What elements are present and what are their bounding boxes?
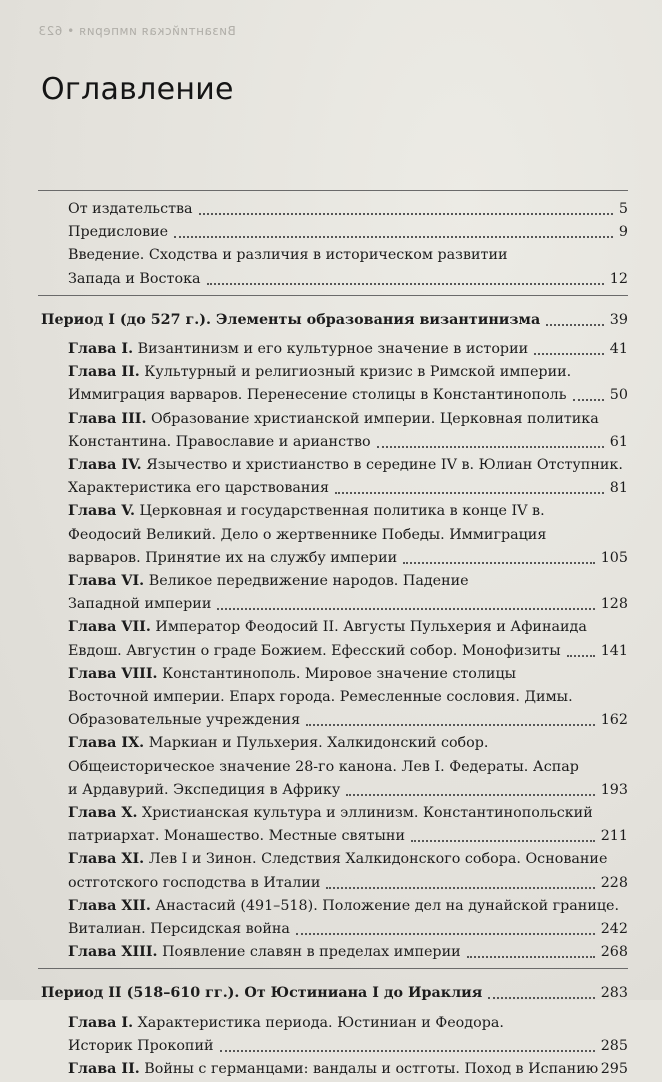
chapter-title: Император Феодосий II. Августы Пульхерия и Афинаида [150,619,587,636]
entry-text [68,777,340,803]
chapter-title: варваров. Принятие их на службу империи [68,549,398,566]
toc-entry [0,1056,662,1082]
entry-text [68,336,528,362]
toc-entry [0,893,662,919]
dot-leader [488,997,594,999]
dot-leader [207,283,604,285]
toc-entry [0,406,662,432]
chapter-number: Глава XII. [68,897,151,914]
entry-text [68,661,516,687]
dot-leader [326,887,594,889]
chapter-title: Анастасий (491–518). Положение дел на дунайской границе. [150,897,620,914]
page-number: 285 [600,1037,628,1054]
toc-entry [0,939,662,965]
page-number: 41 [609,341,628,357]
chapter-number: Глава V. [68,503,135,520]
entry-text [68,266,201,292]
page-number: 242 [600,921,628,937]
chapter-title: остготского господства в Италии [68,874,321,891]
chapter-title: От издательства [68,201,193,217]
toc-entry [0,916,662,942]
entry-text [68,870,320,896]
chapter-number: Глава X. [68,805,138,821]
page-number: 295 [600,1061,628,1077]
dot-leader [546,324,604,326]
entry-text [68,730,488,756]
dot-leader [335,492,604,494]
dot-leader [377,446,604,448]
page-number: 128 [600,596,628,613]
chapter-title: Иммиграция варваров. Перенесение столицы в Константинополь [68,387,567,404]
dot-leader [534,353,604,355]
toc-entry [0,545,662,571]
chapter-number: Глава XI. [68,851,145,868]
dot-leader [174,236,613,238]
page-number: 211 [600,828,628,845]
dot-leader [573,399,604,401]
chapter-title: Церковная и государственная политика в конце IV в. [134,503,545,520]
entry-text [68,1010,504,1036]
dot-leader [217,608,594,610]
chapter-number: Глава VII. [68,619,151,636]
chapter-title: Великое передвижение народов. Падение [144,573,469,589]
entry-text [68,800,593,826]
page-number: 141 [600,642,628,659]
toc-entry [0,591,662,617]
entry-text [68,638,561,664]
section-divider [38,968,628,969]
entry-text [68,684,573,710]
toc-entry [0,429,662,455]
dot-leader [411,840,595,842]
chapter-number: Глава III. [68,410,147,427]
chapter-title: Характеристика его царствования [68,480,330,497]
chapter-title: Виталиан. Персидская война [68,921,290,937]
toc-entry [0,336,662,362]
entry-text [68,219,168,245]
chapter-title: Появление славян в пределах империи [157,944,461,961]
dot-leader [199,213,613,215]
dot-leader [296,933,595,935]
entry-text [68,916,290,942]
toc-entry [0,359,662,385]
chapter-title: Общеисторическое значение 28-го канона. Лев I. Федераты. Аспар [68,758,579,775]
toc-entry [0,475,662,501]
entry-text [68,242,508,268]
toc-entry [0,846,662,872]
entry-text [68,846,607,872]
page-number: 105 [600,549,628,566]
toc-entry [0,382,662,408]
chapter-title: Западной империи [68,596,212,613]
chapter-number: Глава IV. [68,457,142,473]
toc-entry [0,870,662,896]
page-number: 61 [609,433,628,450]
entry-text [68,568,469,594]
chapter-number: Глава VI. [68,573,145,589]
section-divider [38,295,628,296]
dot-leader [220,1050,595,1052]
chapter-title: Евдош. Августин о граде Божием. Ефесский собор. Монофизиты [68,642,561,659]
toc-entry [0,614,662,640]
entry-text [68,359,571,385]
entry-text [68,429,371,455]
entry-text [68,754,579,780]
chapter-title: Маркиан и Пульхерия. Халкидонский собор. [144,735,489,752]
entry-text [68,939,461,965]
toc-entry [0,242,662,268]
page-title: Оглавление [41,72,234,107]
entry-text [68,522,546,548]
chapter-number: Глава IX. [68,735,145,752]
entry-text [68,823,405,849]
toc-entry [0,219,662,245]
page-number: 228 [600,874,628,891]
toc-entry [0,1010,662,1036]
page-number: 9 [618,224,628,241]
chapter-number: Глава II. [68,1061,140,1077]
entry-text [68,614,587,640]
page-number: 39 [609,311,628,328]
chapter-title: Лев I и Зинон. Следствия Халкидонского собора. Основание [144,851,608,868]
dot-leader [567,655,595,657]
period-label: Период II (518–610 гг.). От Юстиниана I до Ираклия [41,985,483,1002]
chapter-number: Глава I. [68,1014,134,1031]
chapter-title: Христианская культура и эллинизм. Константинопольский [137,805,593,821]
section-divider [38,190,628,191]
chapter-title: Историк Прокопий [68,1037,214,1054]
chapter-title: Византинизм и его культурное значение в истории [133,341,529,357]
chapter-title: Феодосий Великий. Дело о жертвеннике Победы. Иммиграция [68,526,547,543]
dot-leader [403,562,595,564]
page-number: 268 [600,944,628,961]
page-number: 193 [600,781,628,798]
toc-entry [0,568,662,594]
entry-text [68,707,300,733]
chapter-title: Константинополь. Мировое значение столицы [157,665,517,682]
chapter-title: патриархат. Монашество. Местные святыни [68,828,405,845]
toc-entry [0,452,662,478]
toc-entry [0,777,662,803]
entry-text [68,475,329,501]
toc-entry [0,266,662,292]
entry-text [68,893,619,919]
entry-text [68,382,567,408]
chapter-number: Глава VIII. [68,665,158,682]
page-number: 50 [609,387,628,404]
toc-entry [0,800,662,826]
entry-text [68,498,545,524]
entry-text [68,591,211,617]
dot-leader [306,724,595,726]
period-heading [0,307,662,333]
chapter-number: Глава XIII. [68,944,158,961]
chapter-title: Образование христианской империи. Церковная политика [146,410,599,427]
entry-text [68,452,623,478]
running-head: Византийская империя • 623 [38,24,236,38]
chapter-number: Глава II. [68,364,140,381]
dot-leader [346,794,594,796]
chapter-title: Константина. Православие и арианство [68,433,371,450]
entry-text [68,1033,214,1059]
chapter-title: Войны с германцами: вандалы и остготы. Поход в Испанию [139,1061,599,1077]
chapter-title: Введение. Сходства и различия в историческом развитии [68,247,508,264]
toc-entry [0,196,662,222]
entry-text [68,406,599,432]
entry-text [68,1056,598,1082]
chapter-title: Язычество и христианство в середине IV в. Юлиан Отступник. [141,457,623,473]
toc-entry [0,498,662,524]
chapter-title: Предисловие [68,224,169,241]
toc-entry [0,823,662,849]
page-number: 81 [609,480,628,497]
chapter-title: Запада и Востока [68,270,201,287]
toc-entry [0,754,662,780]
entry-text [68,545,397,571]
toc-entry [0,707,662,733]
page-number: 5 [618,201,628,217]
dot-leader [467,956,595,958]
chapter-number: Глава I. [68,341,134,357]
page-number: 162 [600,712,628,729]
toc-entry [0,684,662,710]
page-number: 283 [600,985,628,1002]
chapter-title: и Ардавурий. Экспедиция в Африку [68,781,341,798]
chapter-title: Образовательные учреждения [68,712,301,729]
toc-entry [0,638,662,664]
toc-entry [0,1033,662,1059]
period-label: Период I (до 527 г.). Элементы образования византинизма [41,311,541,328]
entry-text [68,196,193,222]
toc-entry [0,522,662,548]
chapter-title: Культурный и религиозный кризис в Римской империи. [139,364,572,381]
chapter-title: Характеристика периода. Юстиниан и Феодора. [133,1014,504,1031]
period-heading [0,980,662,1006]
chapter-title: Восточной империи. Епарх города. Ремесленные сословия. Димы. [68,689,573,705]
toc-entry [0,661,662,687]
toc-entry [0,730,662,756]
page-number: 12 [609,270,628,287]
